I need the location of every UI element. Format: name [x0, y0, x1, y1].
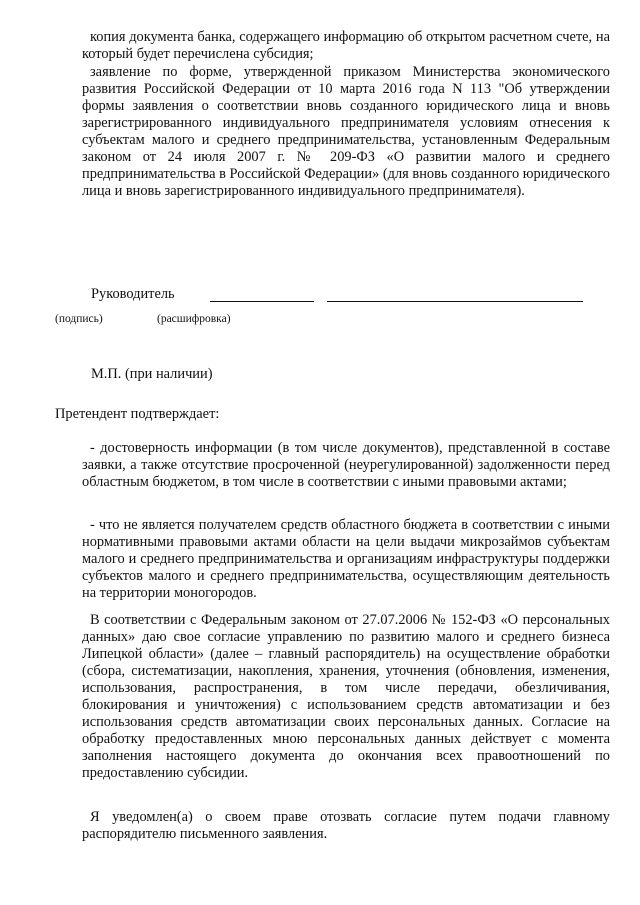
- decode-blank: [327, 290, 583, 302]
- seal-label: М.П. (при наличии): [91, 366, 213, 382]
- notice-paragraph: Я уведомлен(а) о своем праве отозвать согласие путем подачи главному распорядителю письменного заявления.: [82, 809, 610, 842]
- confirm-heading: Претендент подтверждает:: [55, 406, 220, 422]
- consent-paragraph: В соответствии с Федеральным законом от 27.07.2006 № 152-ФЗ «О персональных данных» даю свое согласие управлению по развитию малого и среднего бизнеса Липецкой области» (далее – главный распорядитель) на осуществление обработки (сбора, систематизации, накопления, хранения, уточнения (обновления, изменения, использования, распространения, в том числе передачи, обезличивания, блокирования и уничтожения) с использованием средств автоматизации и без использования средств автоматизации своих персональных данных. Согласие на обработку предоставленных мною персональных данных действует с момента заполнения настоящего документа до окончания всех правоотношений по предоставлению субсидии.: [82, 612, 610, 781]
- confirm-item-1: - достоверность информации (в том числе документов), представленной в составе заявки, а также отсутствие просроченной (неурегулированной) задолженности перед областным бюджетом, в том числе в соответствии с иными правовыми актами;: [82, 440, 610, 490]
- decode-caption: (расшифровка): [157, 313, 231, 325]
- signature-caption: (подпись): [55, 313, 103, 325]
- paragraph-application-form: заявление по форме, утвержденной приказом Министерства экономического развития Российской Федерации от 10 марта 2016 года N 113 "Об утверждении формы заявления о соответствии вновь созданного юридического лица и вновь зарегистрированного индивидуального предпринимателя условиям отнесения к субъектам малого и среднего предпринимательства, установленным Федеральным законом от 24 июля 2007 г. № 209-ФЗ «О развитии малого и среднего предпринимательства в Российской Федерации» (для вновь созданного юридического лица и вновь зарегистрированного индивидуального предпринимателя).: [82, 64, 610, 199]
- head-label: Руководитель: [91, 286, 175, 302]
- signature-blank: [210, 290, 314, 302]
- confirm-item-2: - что не является получателем средств областного бюджета в соответствии с иными нормативными правовыми актами области на цели выдачи микрозаймов субъектам малого и среднего предпринимательства и организациям инфраструктуры поддержки субъектов малого и среднего предпринимательства, осуществляющим деятельность на территории моногородов.: [82, 517, 610, 601]
- paragraph-bank-document: копия документа банка, содержащего информацию об открытом расчетном счете, на который будет перечислена субсидия;: [82, 29, 610, 62]
